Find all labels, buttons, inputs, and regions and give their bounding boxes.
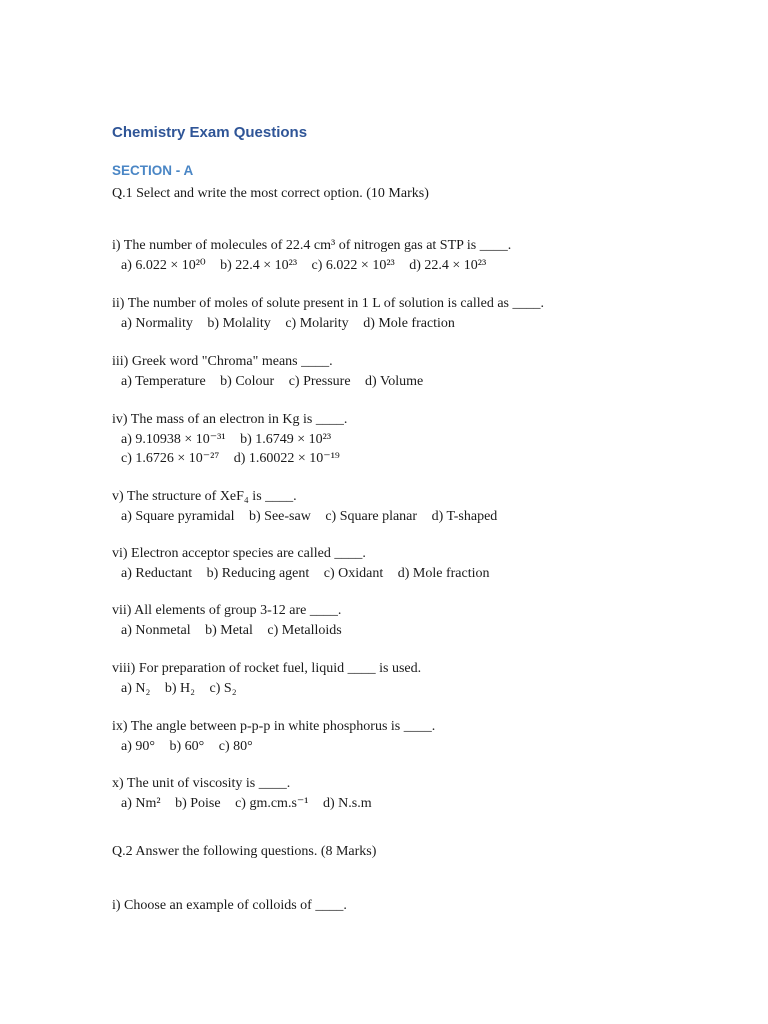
question-1-vii [112,601,342,640]
option-a: a) Nonmetal [121,622,191,638]
option-b: b) Colour [220,373,275,389]
option-a: a) Temperature [121,373,206,389]
option-d: d) T-shaped [431,508,498,524]
question-stem: v) The structure of XeF₄ is ____. [112,489,297,504]
option-list [112,621,342,641]
option-d: d) Mole fraction [397,565,490,581]
option-list [112,507,497,527]
question-stem: i) The number of molecules of 22.4 cm³ of nitrogen gas at STP is ____. [112,238,512,253]
option-a: a) Square pyramidal [121,508,235,524]
question-stem: x) The unit of viscosity is ____. [112,776,291,791]
question-stem: vii) All elements of group 3-12 are ____. [112,603,342,618]
option-a: a) 90° [121,738,155,754]
option-list [112,314,544,334]
option-c: c) 80° [218,738,253,754]
option-d: d) 1.60022 × 10⁻¹⁹ [233,451,340,466]
section-heading: SECTION - A [112,163,194,178]
option-c: c) Pressure [288,373,351,389]
option-c: c) Molarity [285,315,349,331]
q2-heading: Q.2 Answer the following questions. (8 Marks) [112,844,377,859]
option-list [112,679,421,699]
question-1-v [112,487,497,526]
option-a: a) N₂ [121,680,151,696]
option-a: a) 6.022 × 10²⁰ [121,257,206,273]
question-1-i [112,236,511,275]
option-c: c) Oxidant [323,565,384,581]
question-1-iii [112,352,423,391]
option-c: c) Square planar [325,508,418,524]
option-d: d) 22.4 × 10²³ [409,257,487,273]
question-1-ix [112,717,435,756]
option-d: d) Mole fraction [363,315,455,331]
question-stem: iv) The mass of an electron in Kg is ____. [112,412,348,427]
question-stem: iii) Greek word "Chroma" means ____. [112,354,333,369]
option-a: a) Nm² [121,795,161,811]
question-1-iv [112,410,347,469]
option-b: b) 60° [169,738,205,754]
option-list [112,737,435,757]
q1-heading: Q.1 Select and write the most correct option. (10 Marks) [112,186,429,201]
option-a: a) Normality [121,315,193,331]
option-b: b) Reducing agent [206,565,310,581]
option-c: c) gm.cm.s⁻¹ [235,795,309,811]
option-d: d) N.s.m [322,795,372,811]
option-list [112,449,347,469]
option-b: b) See-saw [249,508,311,524]
option-c: c) 1.6726 × 10⁻²⁷ [121,451,220,466]
option-a: a) Reductant [121,565,193,581]
question-1-x [112,774,372,813]
option-b: b) 1.6749 × 10²³ [240,431,332,447]
question-stem: vi) Electron acceptor species are called ____. [112,546,366,561]
option-b: b) 22.4 × 10²³ [220,257,298,273]
option-a: a) 9.10938 × 10⁻³¹ [121,431,226,447]
question-stem: i) Choose an example of colloids of ____. [112,898,347,913]
option-list [112,372,423,392]
question-stem: viii) For preparation of rocket fuel, liquid ____ is used. [112,661,422,676]
question-1-vi [112,544,490,583]
question-stem: ii) The number of moles of solute present in 1 L of solution is called as ____. [112,296,544,311]
question-2-i [112,896,347,916]
option-c: c) S₂ [209,680,237,696]
option-b: b) Molality [207,315,271,331]
document-title: Chemistry Exam Questions [112,124,308,141]
option-c: c) Metalloids [267,622,342,638]
option-list [112,794,372,814]
option-list [112,564,490,584]
question-stem: ix) The angle between p-p-p in white phosphorus is ____. [112,719,436,734]
option-b: b) Poise [175,795,221,811]
option-list [112,430,347,450]
option-b: b) H₂ [164,680,196,696]
option-d: d) Volume [365,373,424,389]
option-c: c) 6.022 × 10²³ [311,257,395,273]
option-b: b) Metal [205,622,253,638]
question-1-ii [112,294,544,333]
option-list [112,256,511,276]
question-1-viii [112,659,421,698]
